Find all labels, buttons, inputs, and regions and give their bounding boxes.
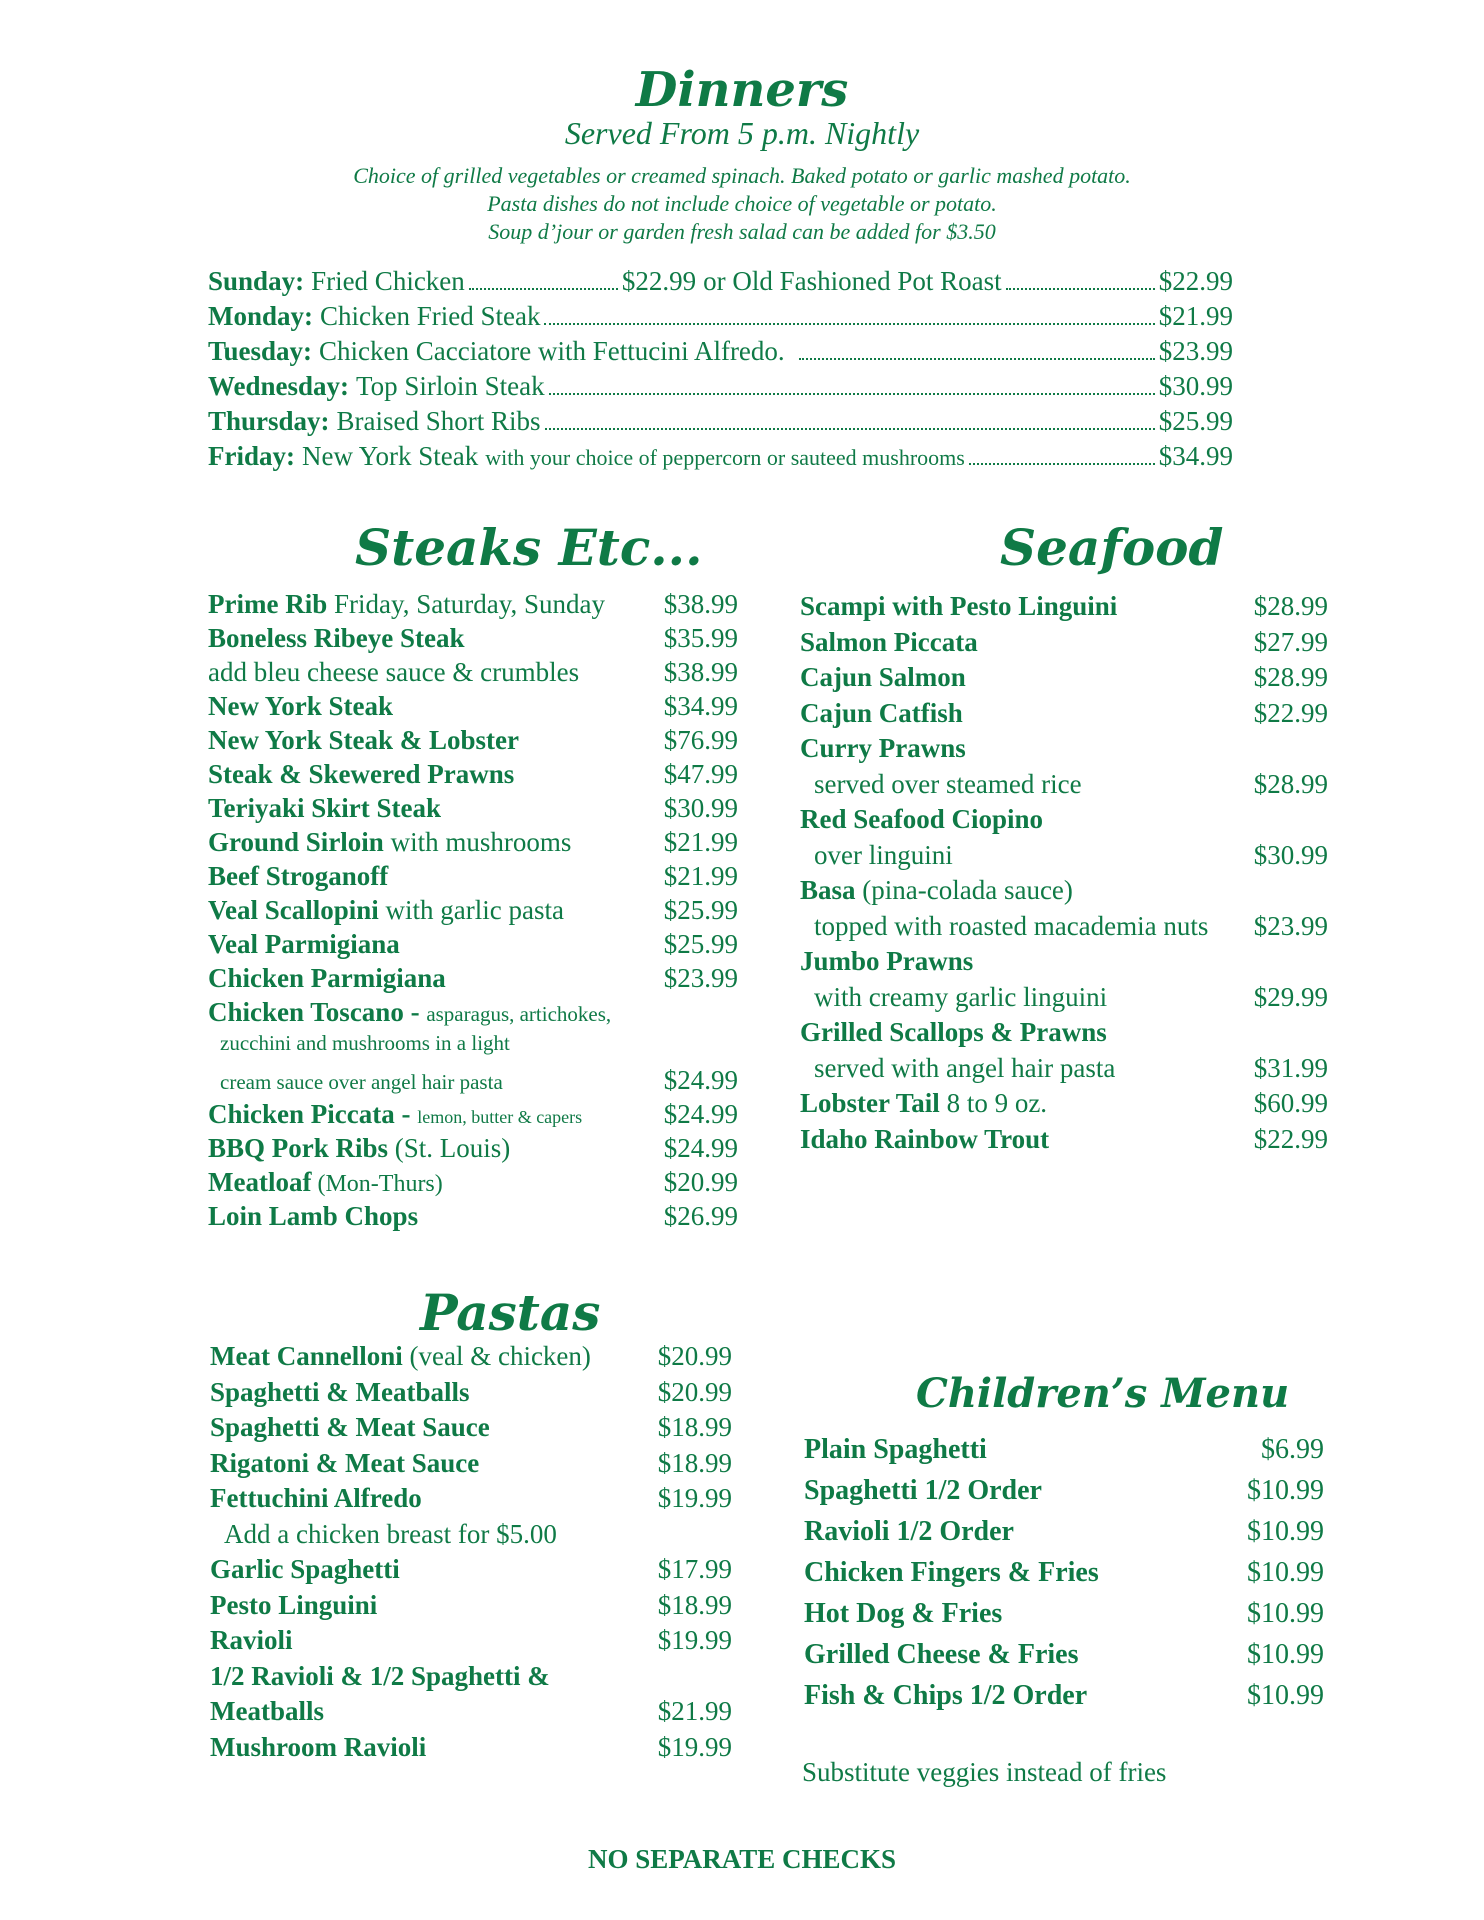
item-price: $28.99 (1253, 662, 1328, 692)
item-price: $22.99 (1253, 1123, 1328, 1154)
day-label: Friday: (208, 441, 295, 471)
menu-item-toscano (208, 997, 738, 1031)
menu-item (208, 929, 738, 963)
item-price: $20.99 (657, 1341, 732, 1371)
item-text (210, 1483, 422, 1514)
item-desc: (veal & chicken) (402, 1341, 591, 1371)
item-text (804, 1516, 1014, 1548)
dot-leader (1006, 288, 1155, 290)
dot-leader (469, 288, 618, 290)
special-alternative: or Old Fashioned Pot Roast (703, 266, 1002, 296)
menu-item (208, 1133, 738, 1167)
item-name: New York Steak & Lobster (208, 725, 519, 755)
item-text (800, 875, 1073, 906)
menu-item (210, 1732, 732, 1768)
item-name: Fettuchini Alfredo (210, 1483, 422, 1513)
item-price: $20.99 (663, 1167, 738, 1197)
dot-leader (799, 358, 1155, 360)
item-name: Pesto Linguini (210, 1589, 378, 1620)
item-desc: with garlic pasta (378, 895, 564, 925)
item-price: $22.99 (1253, 697, 1328, 728)
item-price: $25.99 (663, 929, 738, 959)
item-desc-continued (208, 1031, 738, 1065)
special-price: $22.99 (1158, 266, 1233, 296)
menu-item (804, 1639, 1324, 1680)
item-name: Chicken Fingers & Fries (804, 1557, 1099, 1588)
item-name: Ravioli (210, 1625, 293, 1655)
menu-item-piccata (208, 1099, 738, 1133)
item-price: $18.99 (657, 1589, 732, 1620)
menu-item (208, 861, 738, 895)
item-name: Meatballs (210, 1696, 324, 1726)
menu-item (800, 769, 1328, 805)
item-text (804, 1475, 1042, 1507)
steaks-heading: Steaks Etc... (355, 518, 703, 577)
menu-item (800, 804, 1328, 840)
item-price: $10.99 (1247, 1680, 1324, 1711)
item-desc: Friday, Saturday, Sunday (327, 589, 605, 619)
special-item: New York Steak (302, 441, 479, 471)
item-price: $60.99 (1253, 1088, 1328, 1118)
special-tuesday (208, 336, 1233, 371)
menu-item (210, 1696, 732, 1732)
item-text (800, 982, 1107, 1013)
substitute-note: Substitute veggies instead of fries (802, 1757, 1167, 1787)
item-price: $19.99 (657, 1625, 732, 1655)
item-name: Prime Rib (208, 589, 328, 619)
item-text (800, 662, 966, 693)
item-text (210, 1696, 324, 1727)
item-text (800, 733, 966, 764)
item-text (800, 698, 963, 729)
menu-item (804, 1434, 1324, 1475)
item-text (800, 1017, 1107, 1048)
menu-item (210, 1625, 732, 1661)
item-price: $31.99 (1253, 1052, 1328, 1083)
item-text (804, 1598, 1002, 1630)
item-name: Veal Parmigiana (208, 929, 400, 959)
item-name: Hot Dog & Fries (804, 1598, 1003, 1629)
item-name: Boneless Ribeye Steak (208, 623, 465, 653)
dot-leader (969, 463, 1155, 465)
item-name: Basa (800, 875, 856, 905)
day-label: Monday: (208, 301, 314, 331)
item-name: Beef Stroganoff (208, 861, 389, 891)
item-name: Ground Sirloin (208, 827, 384, 857)
item-desc: asparagus, artichokes, (426, 1002, 612, 1026)
item-desc: (pina-colada sauce) (855, 875, 1073, 905)
item-price: $28.99 (1253, 768, 1328, 799)
special-thursday (208, 406, 1233, 441)
menu-item (208, 759, 738, 793)
item-price: $25.99 (663, 895, 738, 925)
item-text (804, 1434, 987, 1466)
special-monday (208, 301, 1233, 336)
seafood-list (800, 591, 1328, 1159)
item-name: Grilled Cheese & Fries (804, 1639, 1079, 1670)
menu-item (208, 657, 738, 691)
item-price: $23.99 (1253, 910, 1328, 941)
special-item: Chicken Cacciatore with Fettucini Alfredo. (319, 336, 785, 366)
menu-item (800, 1017, 1328, 1053)
item-text (804, 1639, 1078, 1671)
item-price: $24.99 (663, 1099, 738, 1129)
item-name: Spaghetti & Meatballs (210, 1376, 470, 1407)
item-price: $24.99 (663, 1133, 738, 1163)
item-text (210, 1732, 426, 1763)
special-price: $34.99 (1158, 441, 1233, 471)
item-name: Chicken Parmigiana (208, 963, 446, 993)
item-price: $10.99 (1247, 1516, 1324, 1547)
item-price: $10.99 (1247, 1475, 1324, 1506)
childrens-heading: Children’s Menu (916, 1370, 1290, 1417)
item-name: Meatloaf (208, 1167, 312, 1197)
item-text (804, 1680, 1087, 1712)
menu-item (800, 698, 1328, 734)
menu-item (208, 691, 738, 725)
menu-item (800, 946, 1328, 982)
item-price: $19.99 (657, 1731, 732, 1762)
menu-item (800, 662, 1328, 698)
menu-item (208, 793, 738, 827)
menu-item (800, 840, 1328, 876)
item-name: Loin Lamb Chops (208, 1201, 419, 1231)
item-name: Grilled Scallops & Prawns (800, 1017, 1107, 1047)
item-desc: add bleu cheese sauce & crumbles (208, 657, 580, 687)
item-price: $29.99 (1253, 981, 1328, 1012)
item-price: $30.99 (663, 793, 738, 823)
day-label: Tuesday: (208, 336, 313, 366)
menu-item (804, 1598, 1324, 1639)
item-text (210, 1590, 377, 1621)
menu-item (800, 1088, 1328, 1124)
special-item: Fried Chicken (311, 266, 465, 296)
item-desc: lemon, butter & capers (417, 1107, 583, 1127)
dinners-heading: Dinners (635, 62, 849, 118)
dinners-subtitle: Served From 5 p.m. Nightly (564, 115, 920, 151)
item-text (804, 1557, 1099, 1589)
item-desc: Add a chicken breast for $5.00 (224, 1518, 557, 1549)
item-price: $27.99 (1253, 626, 1328, 657)
menu-item (804, 1516, 1324, 1557)
special-price: $25.99 (1158, 406, 1233, 436)
special-item: Chicken Fried Steak (320, 301, 541, 331)
item-name: Meat Cannelloni (210, 1341, 403, 1371)
item-name: Spaghetti & Meat Sauce (210, 1412, 490, 1442)
item-price: $18.99 (657, 1412, 732, 1442)
pastas-heading: Pastas (420, 1283, 601, 1342)
dinners-note: Pasta dishes do not include choice of vegetable or potato. (487, 191, 997, 216)
item-name: Steak & Skewered Prawns (208, 759, 515, 789)
item-price: $34.99 (663, 691, 738, 721)
item-desc-continued (208, 1065, 738, 1099)
item-desc: over linguini (814, 839, 953, 870)
item-text (210, 1412, 490, 1443)
item-price: $28.99 (1253, 591, 1328, 621)
special-item: Braised Short Ribs (336, 406, 541, 436)
item-desc: (St. Louis) (388, 1133, 511, 1163)
pastas-list (210, 1341, 732, 1767)
item-text (800, 911, 1208, 942)
item-name: Cajun Salmon (800, 662, 966, 692)
item-price: $21.99 (663, 827, 738, 857)
special-price: $22.99 (621, 266, 697, 296)
item-price: $10.99 (1247, 1557, 1324, 1588)
menu-item (800, 1053, 1328, 1089)
menu-item (210, 1519, 732, 1555)
menu-item (800, 733, 1328, 769)
item-text (800, 946, 973, 977)
item-price: $38.99 (663, 657, 738, 687)
item-text (210, 1341, 591, 1372)
day-label: Sunday: (208, 266, 305, 296)
item-name: New York Steak (208, 691, 393, 721)
day-label: Wednesday: (208, 371, 350, 401)
menu-item (800, 627, 1328, 663)
item-name: Ravioli 1/2 Order (804, 1516, 1014, 1547)
item-desc: topped with roasted macademia nuts (814, 910, 1209, 941)
item-price: $10.99 (1247, 1639, 1324, 1670)
special-friday (208, 441, 1233, 476)
item-text (800, 627, 978, 658)
menu-item (208, 1167, 738, 1201)
day-label: Thursday: (208, 406, 330, 436)
menu-item (208, 963, 738, 997)
item-text (800, 1088, 1047, 1119)
item-name: Rigatoni & Meat Sauce (210, 1447, 480, 1478)
item-text (800, 769, 1082, 800)
item-desc: 8 to 9 oz. (939, 1088, 1048, 1118)
menu-item (804, 1557, 1324, 1598)
item-name: Lobster Tail (800, 1088, 940, 1118)
menu-item (208, 895, 738, 929)
item-desc: (Mon-Thurs) (311, 1171, 443, 1197)
menu-item (208, 827, 738, 861)
item-price: $76.99 (663, 725, 738, 755)
item-name: Teriyaki Skirt Steak (208, 793, 442, 823)
item-text (210, 1661, 550, 1692)
item-desc: with mushrooms (383, 827, 572, 857)
item-name: Jumbo Prawns (800, 946, 974, 976)
item-name: Fish & Chips 1/2 Order (804, 1680, 1088, 1711)
item-text (210, 1377, 470, 1408)
item-text (800, 591, 1117, 622)
menu-item (210, 1661, 732, 1697)
special-price: $23.99 (1158, 336, 1233, 366)
item-text (210, 1519, 557, 1550)
special-item: Top Sirloin Steak (356, 371, 545, 401)
item-name: Scampi with Pesto Linguini (800, 591, 1118, 621)
item-name: Red Seafood Ciopino (800, 804, 1044, 834)
item-name: Idaho Rainbow Trout (800, 1123, 1050, 1154)
menu-item (210, 1448, 732, 1484)
menu-item (804, 1680, 1324, 1721)
menu-item (208, 589, 738, 623)
item-price: $26.99 (663, 1201, 738, 1231)
menu-item (800, 911, 1328, 947)
item-price: $38.99 (663, 589, 738, 619)
menu-item (208, 623, 738, 657)
item-name: Spaghetti 1/2 Order (804, 1475, 1042, 1506)
item-desc: cream sauce over angel hair pasta (220, 1070, 503, 1094)
menu-item (208, 725, 738, 759)
steaks-list (208, 589, 738, 1235)
menu-item (208, 1201, 738, 1235)
menu-item (210, 1590, 732, 1626)
dinners-notes (0, 162, 1484, 246)
item-name: Veal Scallopini (208, 895, 379, 925)
item-price: $35.99 (663, 623, 738, 653)
item-text (210, 1625, 293, 1656)
footer-note: NO SEPARATE CHECKS (587, 1844, 897, 1874)
item-price: $23.99 (663, 963, 738, 993)
item-price: $10.99 (1247, 1598, 1324, 1629)
dot-leader (544, 323, 1154, 325)
seafood-heading: Seafood (1000, 518, 1224, 577)
special-sunday (208, 266, 1233, 301)
item-text (800, 1053, 1115, 1084)
special-price: $30.99 (1158, 371, 1233, 401)
special-wednesday (208, 371, 1233, 406)
menu-item (800, 875, 1328, 911)
item-name: Chicken Piccata - (208, 1099, 418, 1129)
menu-item (804, 1475, 1324, 1516)
dinners-note: Soup d’jour or garden fresh salad can be added for $3.50 (488, 219, 996, 244)
item-price: $30.99 (1253, 839, 1328, 870)
item-desc: served over steamed rice (814, 768, 1082, 799)
menu-item (800, 982, 1328, 1018)
menu-item (210, 1554, 732, 1590)
item-name: Cajun Catfish (800, 697, 963, 728)
item-price: $20.99 (657, 1376, 732, 1407)
menu-item (210, 1377, 732, 1413)
item-text (800, 804, 1043, 835)
item-price: $24.99 (663, 1065, 738, 1095)
item-name: BBQ Pork Ribs (208, 1133, 389, 1163)
item-desc: with creamy garlic linguini (814, 981, 1108, 1012)
item-price: $18.99 (657, 1447, 732, 1478)
item-text (210, 1448, 479, 1479)
item-name: Curry Prawns (800, 733, 966, 763)
item-desc: served with angel hair pasta (814, 1052, 1116, 1083)
menu-item (800, 1124, 1328, 1160)
item-price: $21.99 (657, 1696, 732, 1726)
special-detail: with your choice of peppercorn or sauteed mushrooms (485, 445, 965, 470)
menu-item (800, 591, 1328, 627)
item-price: $47.99 (663, 759, 738, 789)
menu-item (210, 1341, 732, 1377)
dot-leader (549, 393, 1155, 395)
daily-specials-list (208, 266, 1233, 476)
item-name: Garlic Spaghetti (210, 1554, 400, 1584)
special-price: $21.99 (1158, 301, 1233, 331)
childrens-list (804, 1434, 1324, 1721)
item-name: Salmon Piccata (800, 626, 978, 657)
dinners-note: Choice of grilled vegetables or creamed spinach. Baked potato or garlic mashed potato. (353, 163, 1131, 188)
item-name: Mushroom Ravioli (210, 1731, 427, 1762)
item-text (800, 840, 953, 871)
item-name: Plain Spaghetti (804, 1434, 987, 1465)
menu-item (210, 1483, 732, 1519)
item-desc: zucchini and mushrooms in a light (220, 1031, 510, 1055)
item-text (800, 1124, 1049, 1155)
item-name: Chicken Toscano - (208, 997, 427, 1027)
item-text (210, 1554, 400, 1585)
menu-item (210, 1412, 732, 1448)
item-price: $17.99 (657, 1554, 732, 1584)
item-name: 1/2 Ravioli & 1/2 Spaghetti & (210, 1660, 550, 1691)
item-price: $21.99 (663, 861, 738, 891)
item-price: $19.99 (657, 1483, 732, 1513)
item-price: $6.99 (1261, 1434, 1324, 1465)
dot-leader (545, 428, 1155, 430)
